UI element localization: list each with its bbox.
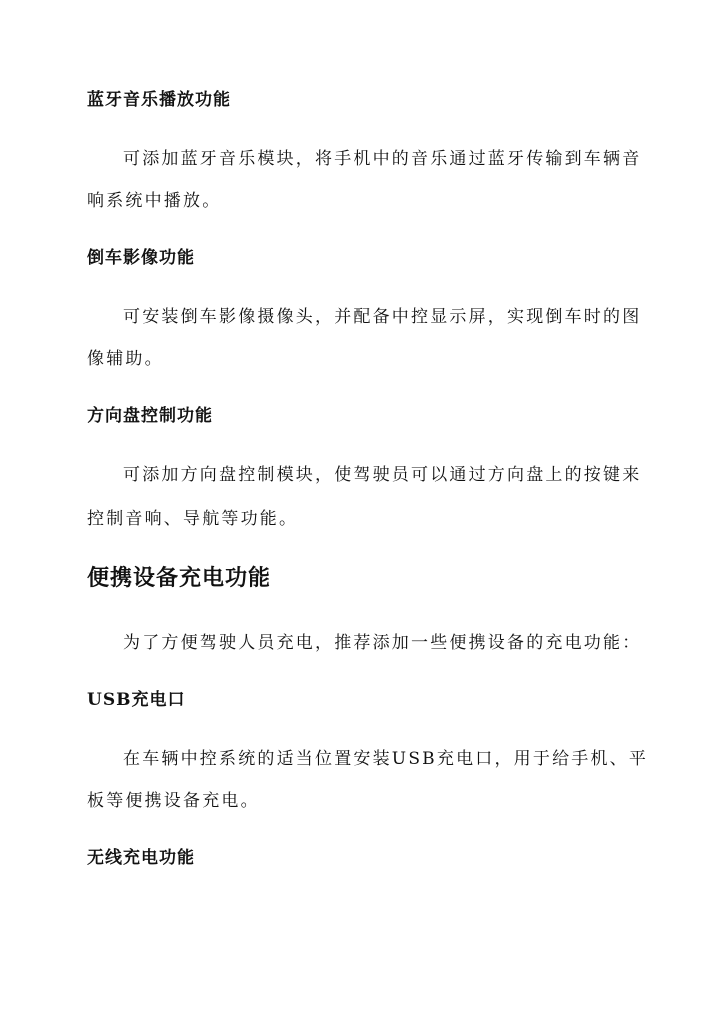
paragraph-line: 像辅助。 <box>87 349 164 369</box>
paragraph-line: 为了方便驾驶人员充电，推荐添加一些便携设备的充电功能： <box>123 633 642 653</box>
paragraph-line: 响系统中播放。 <box>87 191 222 211</box>
section-heading-bluetooth-music: 蓝牙音乐播放功能 <box>87 90 231 110</box>
section-heading-steering-wheel-control: 方向盘控制功能 <box>87 406 213 426</box>
subsection-heading-usb-charging: USB充电口 <box>87 690 186 710</box>
paragraph-line: 可添加蓝牙音乐模块，将手机中的音乐通过蓝牙传输到车辆音 <box>123 149 642 169</box>
paragraph-line: 可添加方向盘控制模块，使驾驶员可以通过方向盘上的按键来 <box>123 465 642 485</box>
section-heading-reverse-camera: 倒车影像功能 <box>87 248 195 268</box>
paragraph-line: 板等便携设备充电。 <box>87 791 260 811</box>
major-section-heading-portable-charging: 便携设备充电功能 <box>87 565 272 591</box>
paragraph-line: 可安装倒车影像摄像头，并配备中控显示屏，实现倒车时的图 <box>123 307 642 327</box>
subsection-heading-wireless-charging: 无线充电功能 <box>87 848 195 868</box>
paragraph-line: 控制音响、导航等功能。 <box>87 509 299 529</box>
paragraph-line: 在车辆中控系统的适当位置安装USB充电口，用于给手机、平 <box>123 749 649 769</box>
